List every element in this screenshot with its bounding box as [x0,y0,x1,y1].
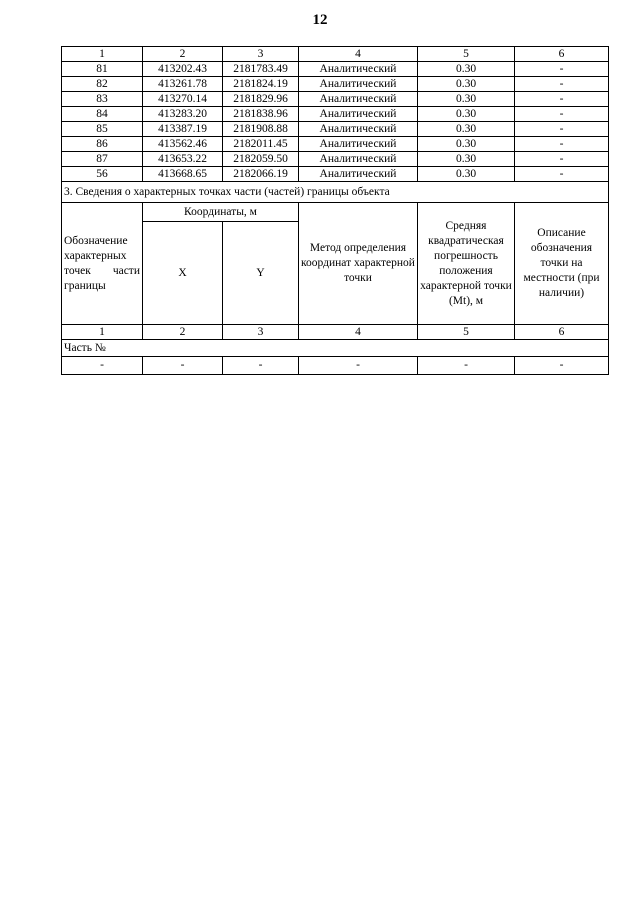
table-cell: 81 [62,62,143,77]
section3-title-row [62,182,609,203]
empty-cell: - [143,357,223,375]
table-row [62,77,609,92]
table-cell: 413562.46 [143,137,223,152]
table-cell: - [515,167,609,182]
table-cell: 86 [62,137,143,152]
table-cell: 413283.20 [143,107,223,122]
col-number: 6 [515,325,609,340]
col-number: 1 [62,325,143,340]
table-cell: 87 [62,152,143,167]
table-cell: 0.30 [418,77,515,92]
col-number: 2 [143,47,223,62]
table-cell: 413261.78 [143,77,223,92]
table-cell: 0.30 [418,92,515,107]
table-cell: Аналитический [299,137,418,152]
header-error: Средняя квадратическая погрешность положения характерной точки (Mt), м [418,203,515,325]
header-y: Y [223,222,299,325]
empty-cell: - [418,357,515,375]
table-cell: 2181908.88 [223,122,299,137]
table-cell: 413270.14 [143,92,223,107]
col-number: 4 [299,47,418,62]
table-cell: 0.30 [418,62,515,77]
empty-cell: - [223,357,299,375]
header-point-designation: Обозначение характерных точек части границы [62,203,143,325]
section3-header-row-1 [62,203,609,222]
table-row [62,107,609,122]
table-cell: - [515,122,609,137]
table-cell: 2181829.96 [223,92,299,107]
col-number: 1 [62,47,143,62]
coordinates-table [61,46,609,375]
table-cell: 83 [62,92,143,107]
table-row [62,167,609,182]
header-description: Описание обозначения точки на местности (при наличии) [515,203,609,325]
empty-cell: - [62,357,143,375]
col-number: 3 [223,47,299,62]
col-number: 4 [299,325,418,340]
table-cell: 82 [62,77,143,92]
table-cell: Аналитический [299,77,418,92]
table1-header-row [62,47,609,62]
header-method: Метод определения координат характерной точки [299,203,418,325]
table-row [62,122,609,137]
table-cell: 413668.65 [143,167,223,182]
table-cell: 0.30 [418,137,515,152]
table-cell: Аналитический [299,107,418,122]
table-cell: 0.30 [418,122,515,137]
table-cell: 2181783.49 [223,62,299,77]
table-cell: - [515,77,609,92]
page-number: 12 [312,12,328,28]
header-coordinates: Координаты, м [143,203,299,222]
header-x: X [143,222,223,325]
table-cell: 56 [62,167,143,182]
table-cell: - [515,137,609,152]
table-cell: 0.30 [418,107,515,122]
table-row [62,152,609,167]
col-number: 5 [418,325,515,340]
table-cell: Аналитический [299,92,418,107]
table-cell: Аналитический [299,167,418,182]
section3-title: 3. Сведения о характерных точках части (частей) границы объекта [62,182,609,203]
table-cell: 85 [62,122,143,137]
table-cell: 2182066.19 [223,167,299,182]
section3-body [62,182,609,375]
table-row [62,62,609,77]
table-cell: 84 [62,107,143,122]
table1-body [62,47,609,182]
table-cell: 2181838.96 [223,107,299,122]
table-cell: 413653.22 [143,152,223,167]
table-cell: - [515,62,609,77]
table-cell: 413202.43 [143,62,223,77]
empty-cell: - [299,357,418,375]
col-number: 2 [143,325,223,340]
section3-number-row [62,325,609,340]
table-cell: 2182011.45 [223,137,299,152]
col-number: 6 [515,47,609,62]
part-label: Часть № [62,340,609,357]
table-cell: Аналитический [299,122,418,137]
empty-row [62,357,609,375]
table-row [62,92,609,107]
table-cell: 0.30 [418,167,515,182]
table-cell: Аналитический [299,152,418,167]
col-number: 3 [223,325,299,340]
table-cell: - [515,107,609,122]
table-cell: - [515,92,609,107]
table-cell: 413387.19 [143,122,223,137]
table-row [62,137,609,152]
table-cell: Аналитический [299,62,418,77]
col-number: 5 [418,47,515,62]
table-cell: - [515,152,609,167]
table-cell: 2181824.19 [223,77,299,92]
table-cell: 2182059.50 [223,152,299,167]
table-cell: 0.30 [418,152,515,167]
empty-cell: - [515,357,609,375]
part-label-row [62,340,609,357]
